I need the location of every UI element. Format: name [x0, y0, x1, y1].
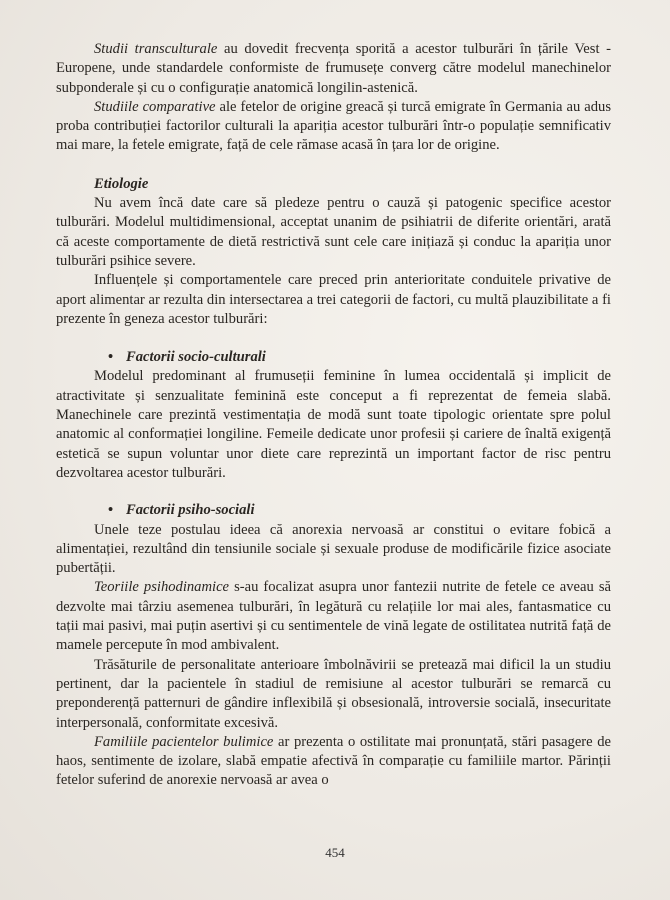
spacer: [56, 156, 611, 175]
paragraph-transcultural-studies: [56, 40, 611, 98]
bullet-icon: •: [108, 502, 114, 519]
paragraph-text: ar prezenta o ostilitate mai pronunțată, stări pasagere de haos, sentimente de izolare, slabă empatie afectivă în comparație cu familiile martor. Părinții fetelor suferind de anorexie nervoasă ar avea o: [56, 733, 612, 789]
paragraph-text: ale fetelor de origine greacă și turcă emigrate în Germania au adus proba contribuției factorilor culturali la apariția acestor tulburări într-o populație semnificativ mai mare, la fetele emigrate, față de cele rămase acasă în țara lor de origine.: [56, 98, 611, 154]
italic-term: Studiile comparative: [94, 98, 216, 115]
paragraph-text: s-au focalizat asupra unor fantezii nutrite de fetele ce aveau să dezvolte mai târziu asemenea tulburări, în legătură cu relațiile lor mai ales, fantasmatice cu tații mai pasivi, mai puțin asertivi și cu sentimentele de vină legate de ostilitatea nutrită față de mamele percepute în mod ambivalent.: [56, 579, 611, 654]
page-body: [56, 40, 611, 791]
paragraph-etiology-1: Nu avem încă date care să pledeze pentru o cauză și patogenic specifice acestor tulburări. Modelul multidimensional, acceptat unanim de psihiatrii de diferite orientări, arată că aceste comportamente de dietă restrictivă sunt cele care inițiază și conduc la apariția unor tulburări psihice severe.: [56, 195, 611, 269]
paragraph-bulimic-families: [56, 733, 611, 791]
spacer: [56, 329, 611, 348]
paragraph-text: au dovedit frecvența sporită a acestor tulburări în țările Vest - Europene, unde standardele conformiste de frumusețe converg către modelul manechinelor subponderale și cu o configurație anatomică longilin-astenică.: [56, 41, 611, 96]
paragraph-psychodynamic-theories: [56, 578, 611, 655]
bullet-heading-psycho-social: [56, 501, 611, 520]
bullet-heading-socio-cultural: [56, 348, 611, 367]
section-heading-etiologie: Etiologie: [94, 175, 149, 192]
paragraph-psycho-social-1: Unele teze postulau ideea că anorexia nervoasă ar constitui o evitare fobică a alimentației, rezultând din tensiunile sociale și sexuale produse de modificările fizice asociate pubertății.: [56, 521, 611, 577]
paragraph-etiology-2: Influențele și comportamentele care preced prin anterioritate conduitele privative de aport alimentar ar rezulta din intersectarea a trei categorii de factori, cu multă plauzibilitate a fi prezente în geneza acestor tulburări:: [56, 272, 611, 327]
bullet-heading-label: Factorii socio-culturali: [126, 349, 266, 366]
page-number: 454: [325, 845, 345, 860]
paragraph-personality-traits: Trăsăturile de personalitate anterioare îmbolnăvirii se pretează mai dificil la un studiu pertinent, dar la pacientele în stadiul de remisiune al acestor tulburări se remarcă cu preponderență patternuri de gândire inflexibilă și obsesională, introversie socială, insecuritate interpersonală, conformitate excesivă.: [56, 656, 611, 731]
bullet-heading-label: Factorii psiho-sociali: [126, 502, 255, 519]
spacer: [56, 483, 611, 501]
paragraph-socio-cultural: Modelul predominant al frumuseții feminine în lumea occidentală și implicit de atractivitate și senzualitate feminină este conceput a fi reprezentat de femeia slabă. Manechinele care prezintă vestimentația de modă sunt toate tipologic orientate spre polul anatomic al conformației longiline. Femeile dedicate unor profesii și cariere de înaltă exigență estetică se supun voluntar unor diete care reprezintă un important factor de risc pentru dezvoltarea acestor tulburări.: [56, 368, 611, 481]
italic-term: Studii transculturale: [94, 41, 218, 57]
italic-term: Familiile pacientelor bulimice: [94, 733, 274, 750]
paragraph-comparative-studies: [56, 98, 611, 156]
bullet-icon: •: [108, 349, 114, 366]
italic-term: Teoriile psihodinamice: [94, 579, 230, 596]
